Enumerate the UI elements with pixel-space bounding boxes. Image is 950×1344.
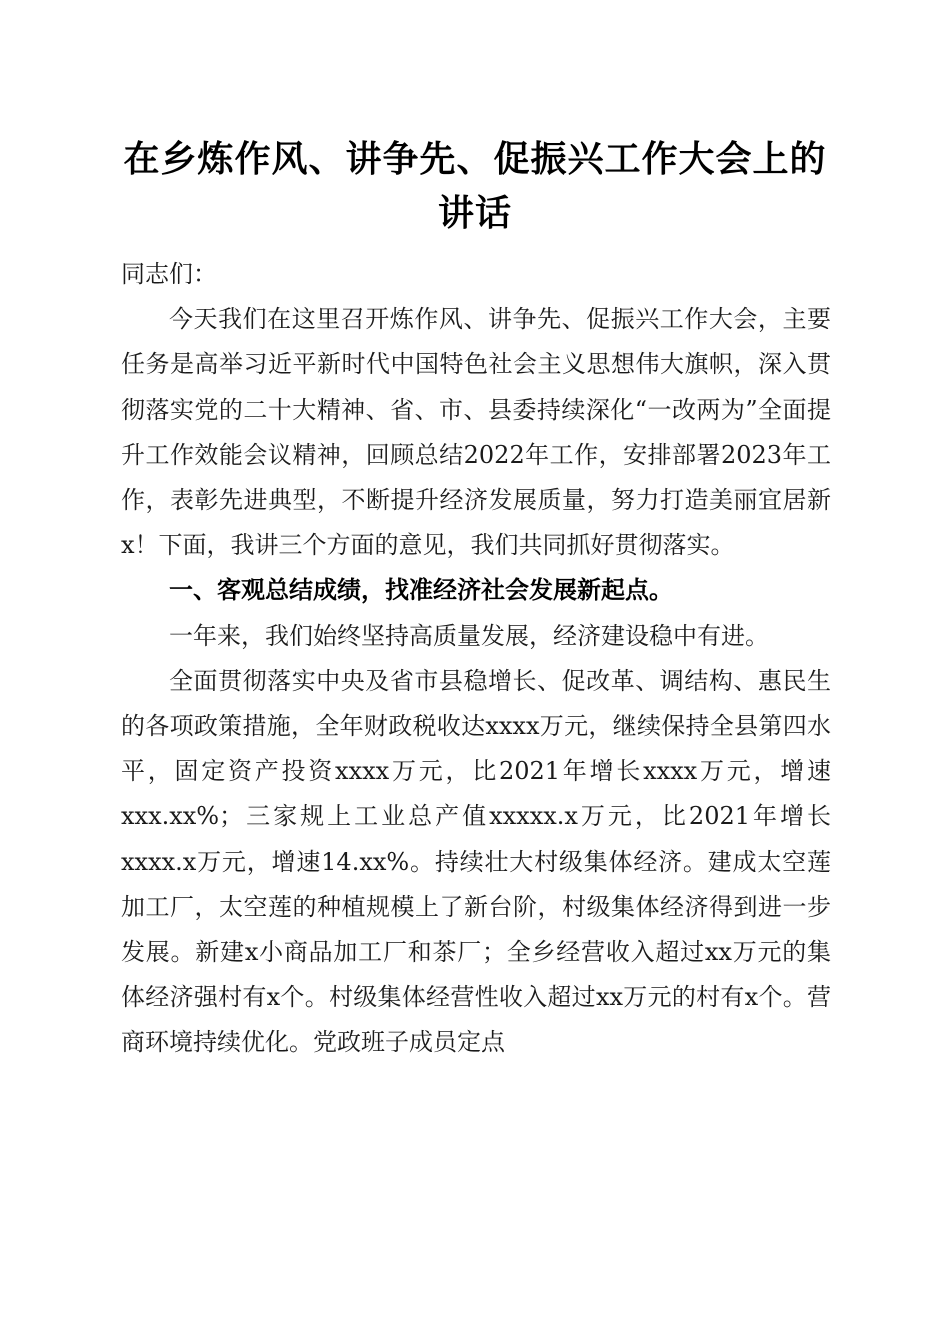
paragraph-intro: 今天我们在这里召开炼作风、讲争先、促振兴工作大会，主要任务是高举习近平新时代中国特色社会主义思想伟大旗帜，深入贯彻落实党的二十大精神、省、市、县委持续深化“一改两为”全面提升工作效能会议精神，回顾总结2022年工作，安排部署2023年工作，表彰先进典型，不断提升经济发展质量，努力打造美丽宜居新x！下面，我讲三个方面的意见，我们共同抓好贯彻落实。 (121, 305, 831, 560)
salutation: 同志们： (121, 260, 217, 288)
section-heading-1: 一、客观总结成绩，找准经济社会发展新起点。 (169, 576, 673, 605)
paragraph-summary: 一年来，我们始终坚持高质量发展，经济建设稳中有进。 (169, 621, 769, 650)
document-body (121, 252, 831, 1066)
document-title: 在乡炼作风、讲争先、促振兴工作大会上的讲话 (123, 138, 827, 234)
paragraph-economy: 全面贯彻落实中央及省市县稳增长、促改革、调结构、惠民生的各项政策措施，全年财政税收达xxxx万元，继续保持全县第四水平，固定资产投资xxxx万元，比2021年增长xxxx万元，增速xxx.xx%；三家规上工业总产值xxxxx.x万元，比2021年增长xxxx.x万元，增速14.xx%。持续壮大村级集体经济。建成太空莲加工厂，太空莲的种植规模上了新台阶，村级集体经济得到进一步发展。新建x小商品加工厂和茶厂；全乡经营收入超过xx万元的集体经济强村有x个。村级集体经营性收入超过xx万元的村有x个。营商环境持续优化。党政班子成员定点 (121, 666, 831, 1057)
